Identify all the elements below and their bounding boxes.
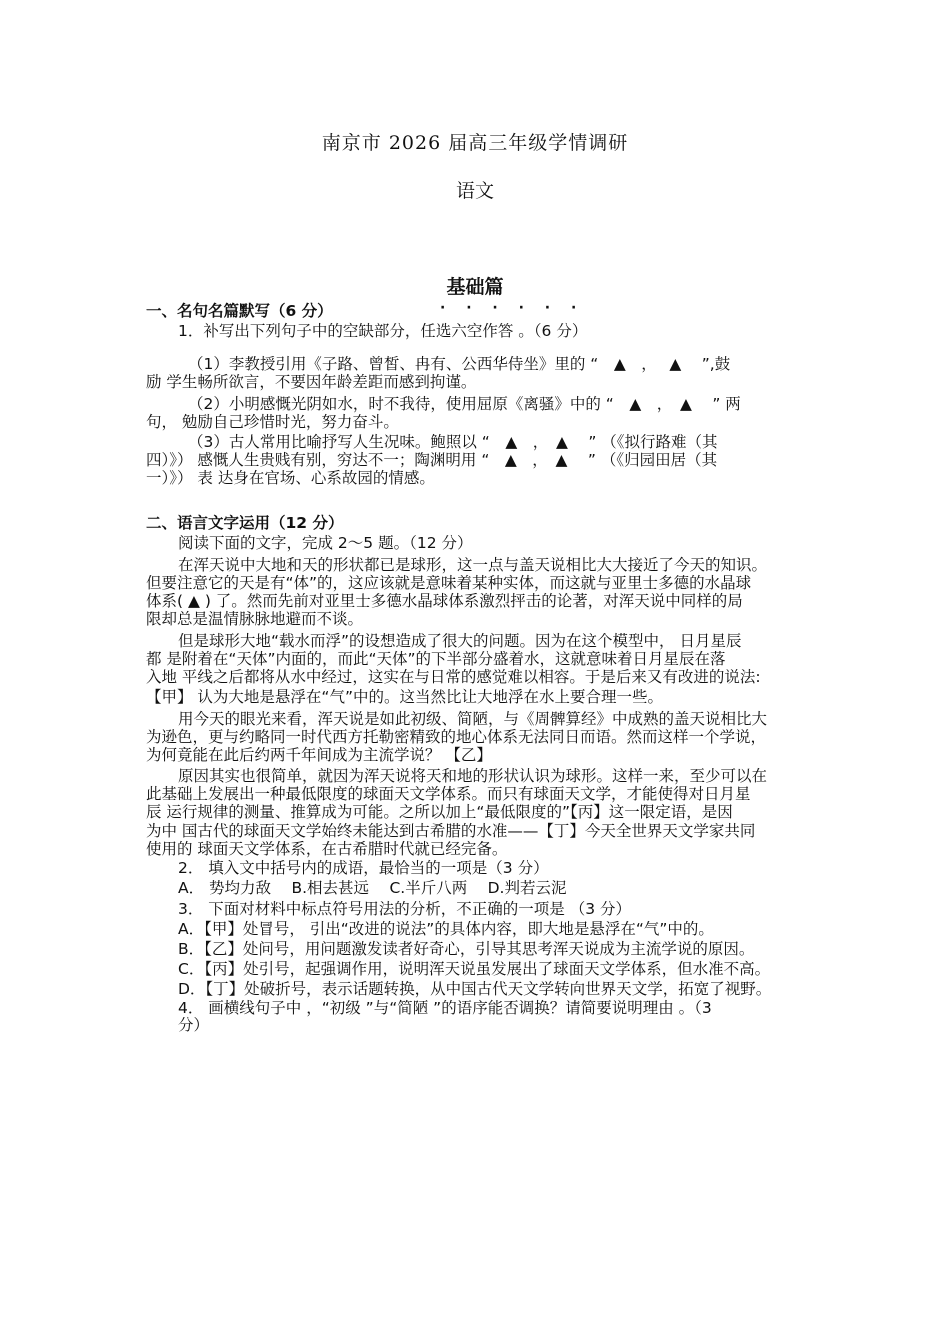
question-line: 四）》） 感慨人生贵贱有别，穷达不一；陶渊明用 “ ▲ ， ▲ ” （《归园田居（其 (146, 451, 718, 469)
passage-line: 限却总是温情脉脉地避而不谈。 (146, 610, 364, 628)
question-line: 句， 勉励自己珍惜时光，努力奋斗。 (146, 413, 399, 431)
passage-line: 使用的 球面天文学体系，在古希腊时代就已经完备。 (146, 840, 508, 858)
question-line: （3）古人常用比喻抒写人生况味。鲍照以 “ ▲ ， ▲ ” （《拟行路难（其 (188, 433, 718, 451)
question-line: 励 学生畅所欲言，不要因年龄差距而感到拘谨。 (146, 373, 477, 391)
passage-line: 在浑天说中大地和天的形状都已是球形，这一点与盖天说相比大大接近了今天的知识。 (178, 556, 768, 574)
question-line: 2． 填入文中括号内的成语，最恰当的一项是（3 分） (178, 859, 549, 877)
question-line: 一）》） 表 达身在官场、心系故园的情感。 (146, 469, 435, 487)
passage-line: 辰 运行规律的测量、推算成为可能。之所以加上“最低限度的”【丙】这一限定语，是因 (146, 803, 733, 821)
passage-line: 但是球形大地“载水而浮”的设想造成了很大的问题。因为在这个模型中， 日月星辰 (178, 632, 742, 650)
option-line: B．【乙】处问号，用问题激发读者好奇心，引导其思考浑天说成为主流学说的原因。 (178, 940, 755, 958)
question-line: 1．补写出下列句子中的空缺部分，任选六空作答 。（6 分） (178, 322, 588, 340)
document-title: 南京市 2026 届高三年级学情调研 (321, 132, 629, 154)
question-line: （2）小明感慨光阴如水，时不我待，使用屈原《离骚》中的 “ ▲ ， ▲ ” 两 (188, 395, 741, 413)
passage-line: 【甲】 认为大地是悬浮在“气”中的。这当然比让大地浮在水上要合理一些。 (146, 688, 663, 706)
option-line: A．【甲】处冒号， 引出“改进的说法”的具体内容，即大地是悬浮在“气”中的。 (178, 920, 714, 938)
passage-line: 但要注意它的天是有“体”的，这应该就是意味着某种实体，而这就与亚里士多德的水晶球 (146, 574, 752, 592)
option-line: D．【丁】处破折号，表示话题转换，从中国古代天文学转向世界天文学，拓宽了视野。 (178, 980, 772, 998)
section-title: 基础篇 (446, 276, 504, 298)
part1-heading: 一、名句名篇默写（6 分） (146, 302, 333, 320)
passage-line: 原因其实也很简单，就因为浑天说将天和地的形状认识为球形。这样一来，至少可以在 (178, 767, 768, 785)
passage-line: 阅读下面的文字，完成 2～5 题。（12 分） (178, 534, 473, 552)
passage-line: 体系( ▲ ) 了。然而先前对亚里士多德水晶球体系激烈抨击的论著，对浑天说中同样的局 (146, 592, 743, 610)
passage-line: 入地 平线之后都将从水中经过，这实在与日常的感觉难以相容。于是后来又有改进的说法: (146, 668, 761, 686)
passage-line: 此基础上发展出一种最低限度的球面天文学体系。而只有球面天文学，才能使得对日月星 (146, 785, 751, 803)
question-line: 4． 画横线句子中 ，“初级 ”与“简陋 ”的语序能否调换？请简要说明理由 。（3 (178, 999, 712, 1017)
option-line: C．【丙】处引号，起强调作用，说明浑天说虽发展出了球面天文学体系，但水准不高。 (178, 960, 771, 978)
passage-line: 都 是附着在“天体”内面的，而此“天体”的下半部分盛着水，这就意味着日月星辰在落 (146, 650, 726, 668)
emphasis-dots: · · · · · · (440, 300, 585, 316)
question-line: 3． 下面对材料中标点符号用法的分析，不正确的一项是 （3 分） (178, 900, 632, 918)
passage-line: 为逊色，更与约略同一时代西方托勒密精致的地心体系无法同日而语。然而这样一个学说， (146, 728, 767, 746)
passage-line: 用今天的眼光来看，浑天说是如此初级、简陋，与《周髀算经》中成熟的盖天说相比大 (178, 710, 768, 728)
question-line: 分） (178, 1016, 210, 1034)
question-line: （1）李教授引用《子路、曾皙、冉有、公西华侍坐》里的 “ ▲ ， ▲ ”,鼓 (188, 355, 731, 373)
option-line: A． 势均力敌 B.相去甚远 C.半斤八两 D.判若云泥 (178, 879, 567, 897)
subject-title: 语文 (455, 180, 494, 202)
part2-heading: 二、语言文字运用（12 分） (146, 514, 344, 532)
passage-line: 为何竟能在此后约两千年间成为主流学说？ 【乙】 (146, 746, 492, 764)
passage-line: 为中 国古代的球面天文学始终未能达到古希腊的水准——【丁】今天全世界天文学家共同 (146, 822, 756, 840)
